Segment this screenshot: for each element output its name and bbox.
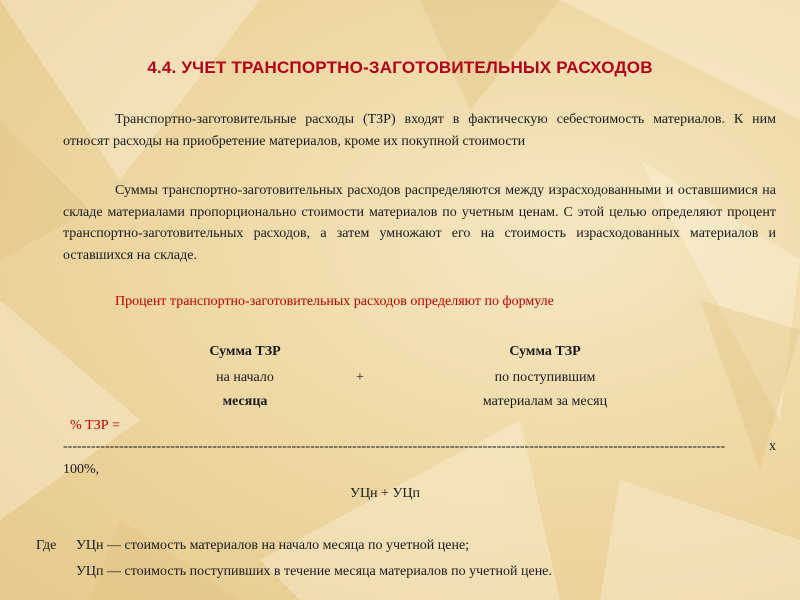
paragraph-distribution: Суммы транспортно-заготовительных расходов распределяются между израсходованными и оставшимися на складе материалами пропорционально стоимости материалов по учетным ценам. С этой целью определяют процент транспортно-заготовительных расходов, а затем умножают его на стоимость израсходованных материалов и оставшихся на складе. xyxy=(63,183,776,263)
formula-percent: 100%, xyxy=(63,462,100,477)
formula-right-line1: Сумма ТЗР xyxy=(509,344,581,359)
divider-dashes: ---------------------------------------------------------------------------------------------------------------------------------------------- xyxy=(63,439,726,454)
formula-left-line3: месяца xyxy=(222,394,268,409)
slide-title: 4.4. УЧЕТ ТРАНСПОРТНО-ЗАГОТОВИТЕЛЬНЫХ РАСХОДОВ xyxy=(147,58,653,77)
fraction-divider xyxy=(63,439,776,455)
formula-left-line1: Сумма ТЗР xyxy=(209,344,281,359)
where-label: Где xyxy=(36,538,57,553)
definition-uchp: УЦп — стоимость поступивших в течение месяца материалов по учетной цене. xyxy=(76,564,552,579)
formula-left-line2: на начало xyxy=(216,370,274,385)
paragraph-formula-intro: Процент транспортно-заготовительных расходов определяют по формуле xyxy=(115,294,554,309)
formula-plus: + xyxy=(356,370,364,385)
definition-uchn: УЦн — стоимость материалов на начало месяца по учетной цене; xyxy=(76,538,470,553)
formula-denominator: УЦн + УЦп xyxy=(350,486,420,501)
formula-lhs: % ТЗР = xyxy=(70,418,120,433)
times-sign: х xyxy=(769,439,776,454)
formula-right-line2: по поступившим xyxy=(494,370,596,385)
formula-right-line3: материалам за месяц xyxy=(482,394,608,409)
paragraph-definition: Транспортно-заготовительные расходы (ТЗР) входят в фактическую себестоимость материалов. К ним относят расходы на приобретение материалов, кроме их покупной стоимости xyxy=(63,112,776,149)
